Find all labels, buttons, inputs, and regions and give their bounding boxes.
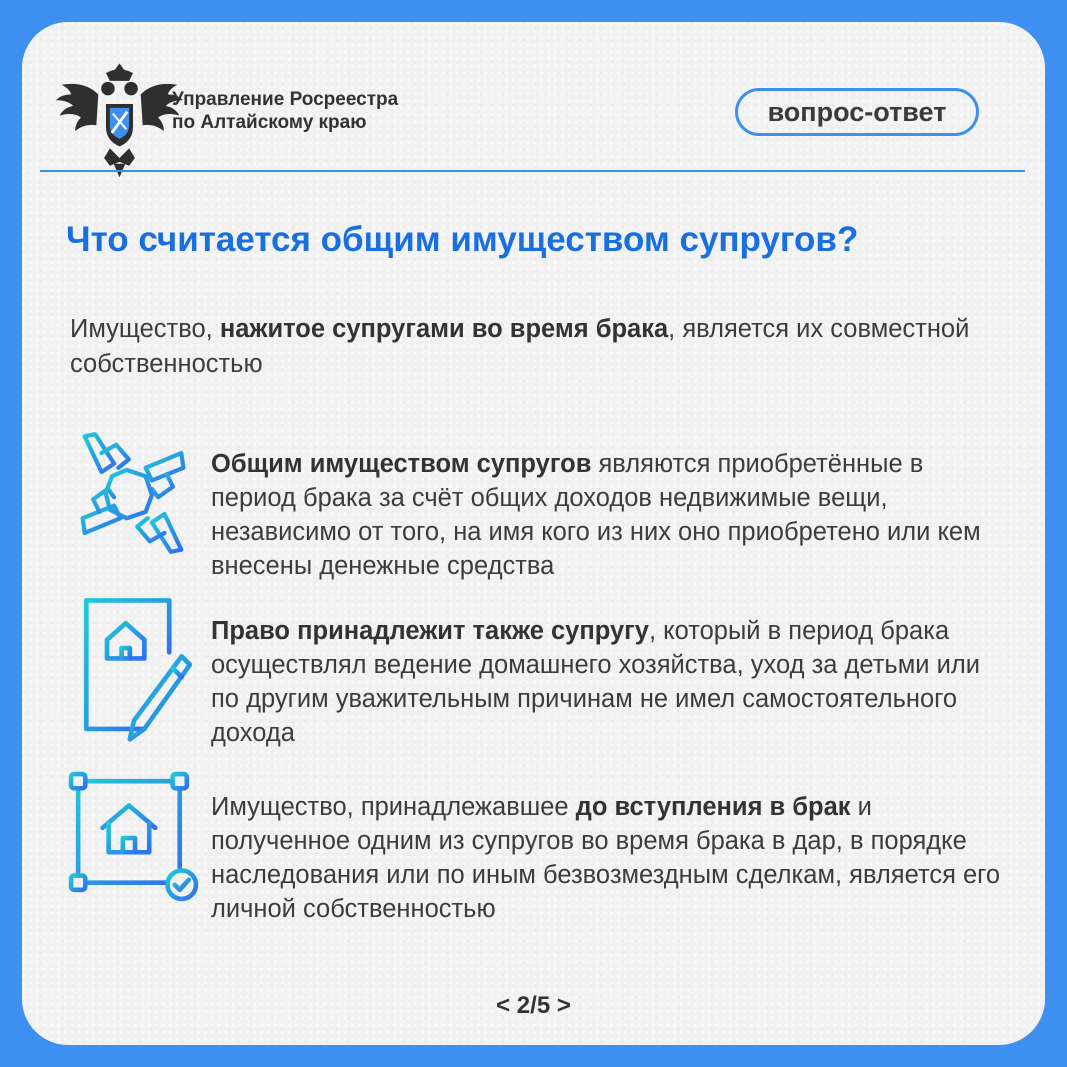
hands-icon	[70, 430, 196, 556]
item-text: , который в период брака осуществлял ведение домашнего хозяйства, уход за детьми или по другим уважительным причинам не имел самостоятельного дохода	[211, 617, 980, 747]
page-title: Что считается общим имуществом супругов?	[66, 220, 859, 259]
card	[22, 22, 1045, 1045]
page-indicator[interactable]: < 2/5 >	[496, 992, 571, 1019]
list-item	[211, 790, 1011, 926]
item-bold-text: Право принадлежит также супругу	[211, 617, 649, 645]
item-text: являются приобретённые в период брака за счёт общих доходов недвижимые вещи, независимо от того, на имя кого из них оно приобретено или кем внесены денежные средства	[211, 450, 981, 580]
header-divider	[40, 170, 1025, 172]
item-text-start: Имущество, принадлежавшее	[211, 793, 576, 821]
intro-bold-text: нажитое супругами во время брака	[219, 315, 669, 343]
item-bold-text: до вступления в брак	[575, 793, 851, 821]
list-item	[211, 614, 1011, 750]
item-bold-text: Общим имуществом супругов	[211, 450, 592, 478]
intro-text-end: , является их совместной собственностью	[70, 315, 970, 378]
org-name-line2: по Алтайскому краю	[172, 112, 367, 133]
organization-name	[172, 88, 398, 134]
list-item	[211, 447, 1011, 583]
item-text: и полученное одним из супругов во время брака в дар, в порядке наследования или по иным безвозмездным сделкам, является его личной собственностью	[211, 793, 1001, 923]
org-name-line1: Управление Росреестра	[172, 89, 399, 110]
intro-text-start: Имущество,	[70, 315, 220, 343]
category-badge: вопрос-ответ	[735, 88, 979, 136]
intro-paragraph	[70, 312, 1010, 382]
double-headed-eagle-emblem-icon	[52, 50, 187, 185]
document-house-pen-icon	[78, 596, 192, 752]
house-frame-check-icon	[68, 771, 200, 903]
